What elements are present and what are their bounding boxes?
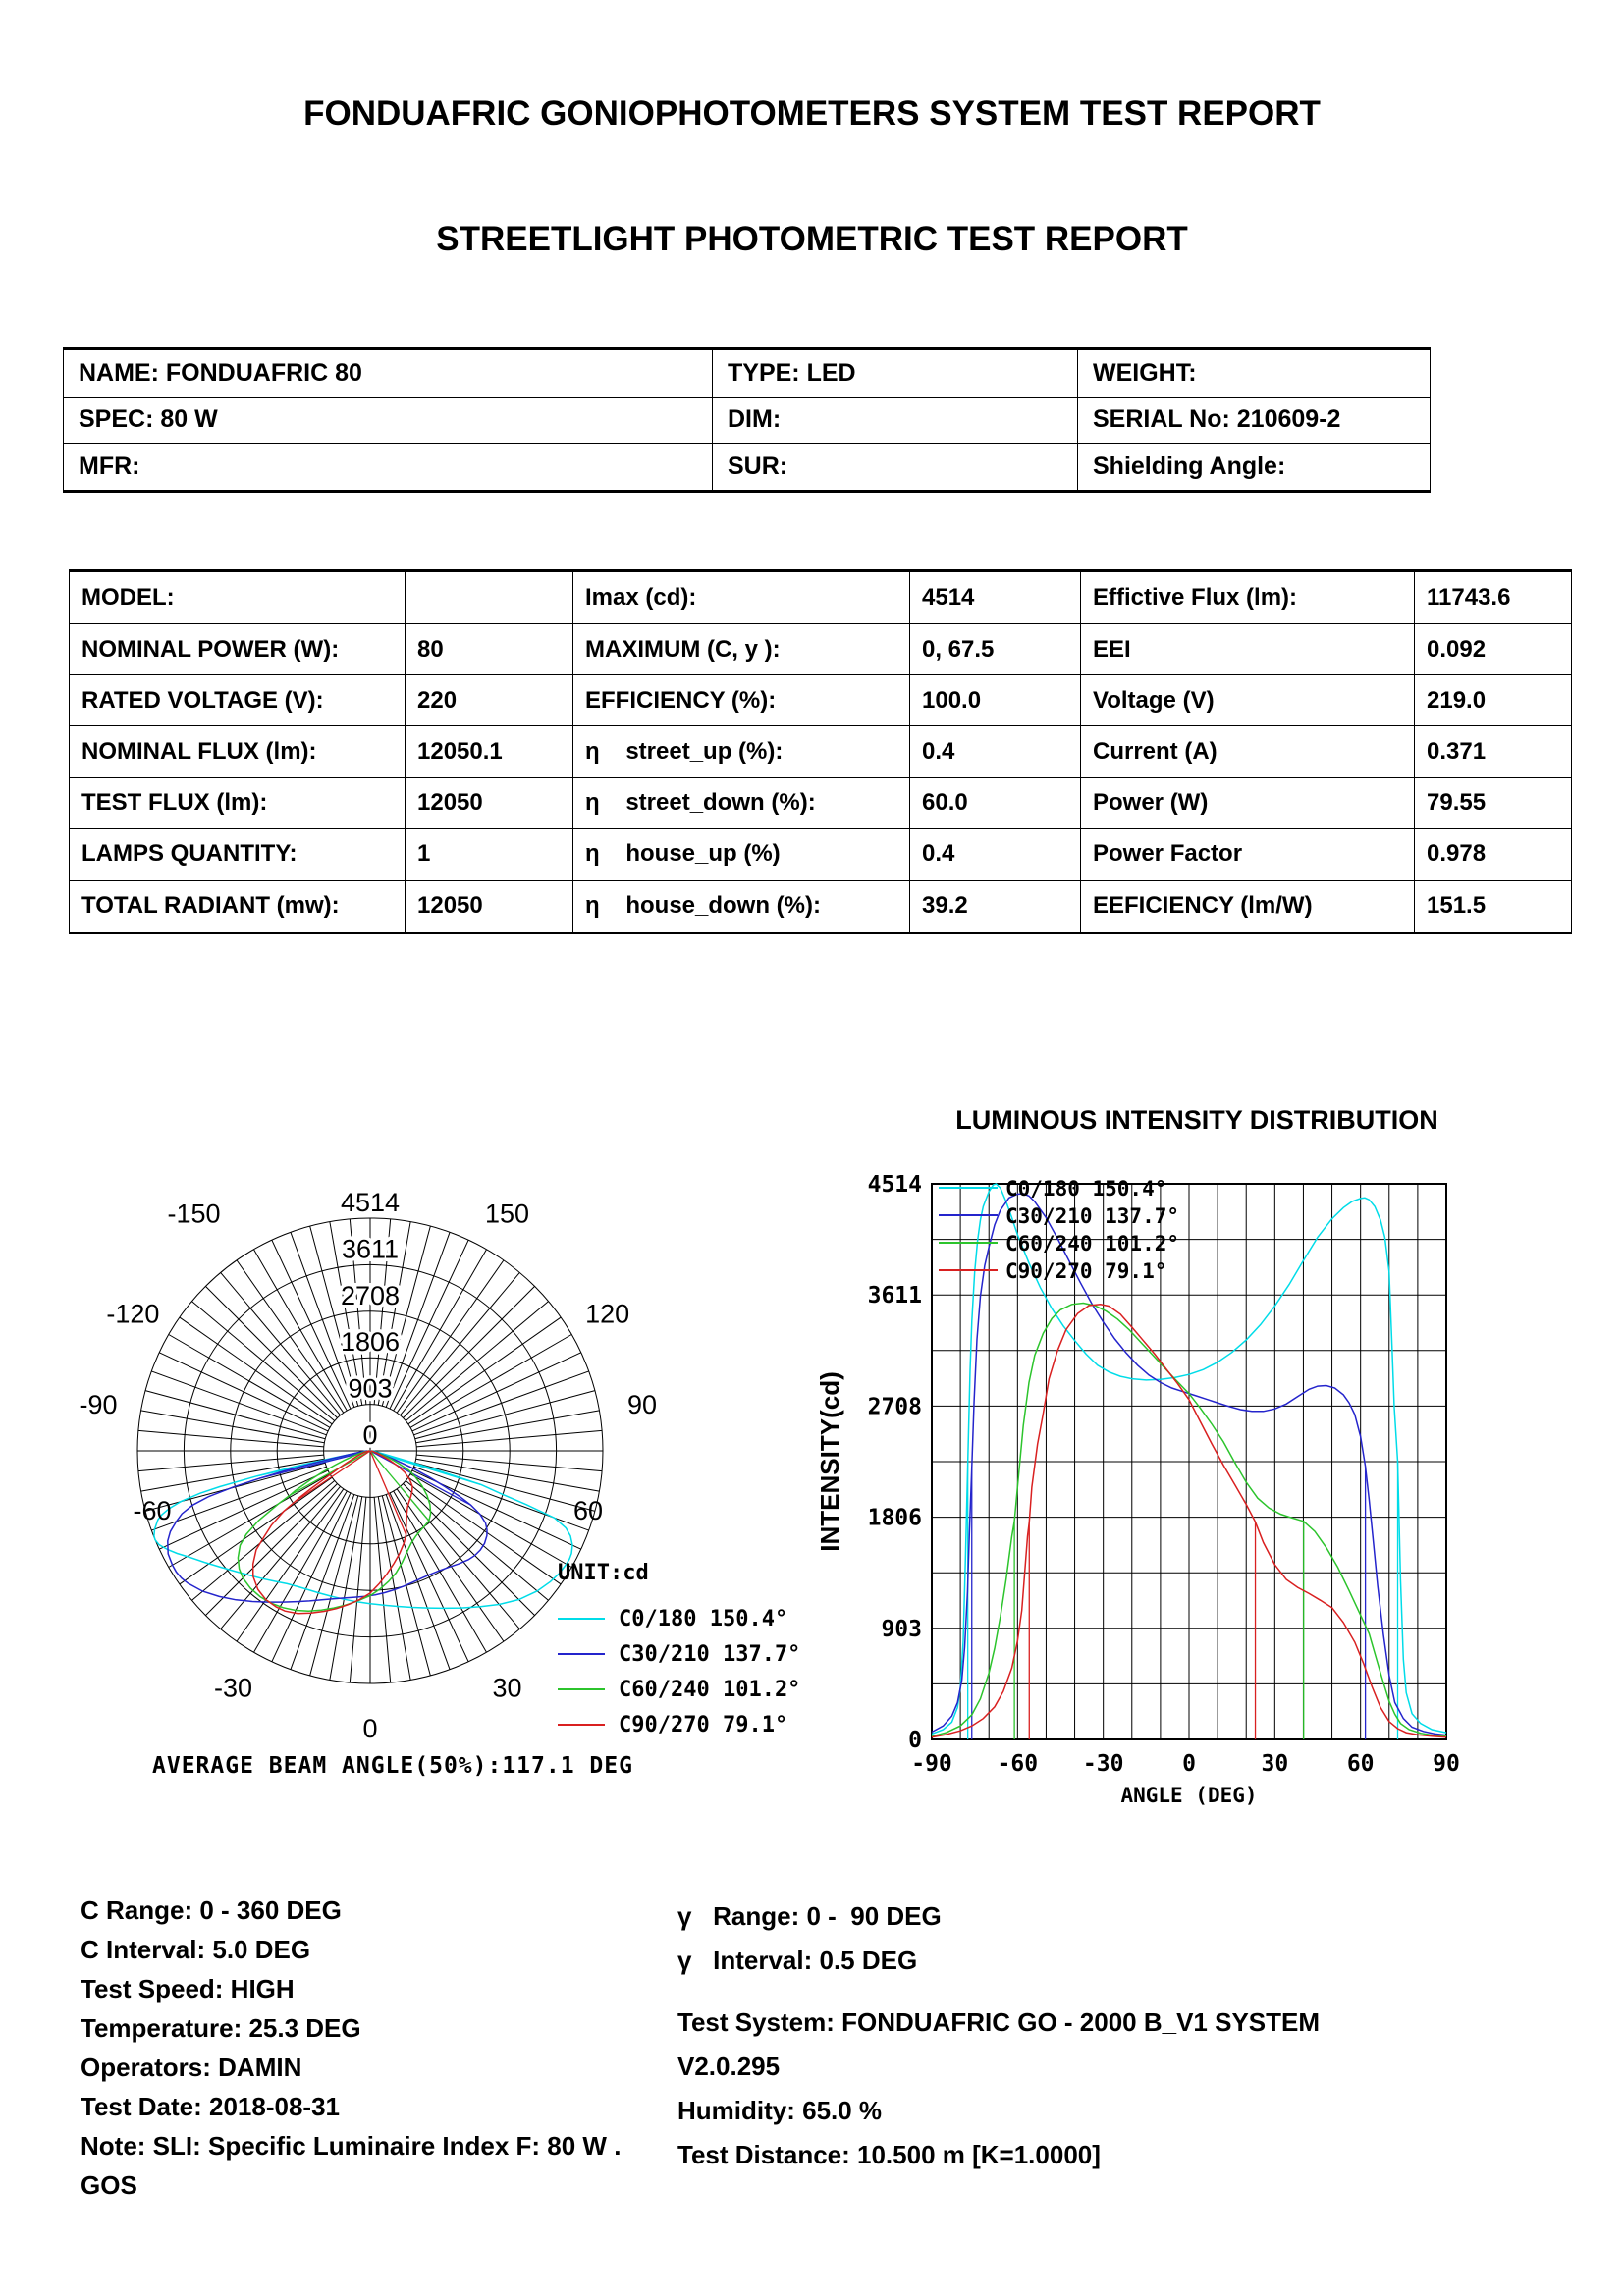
info-cell-r1-c2: SERIAL No: 210609-2 — [1078, 397, 1431, 443]
polar-legend-item-c30-210 — [558, 1636, 800, 1672]
average-beam-angle-label: AVERAGE BEAM ANGLE(50%):117.1 DEG — [152, 1753, 633, 1779]
polar-angle-label: -30 — [213, 1673, 253, 1703]
data-cell-r5-c4: Power Factor — [1081, 828, 1415, 880]
data-cell-r5-c0: LAMPS QUANTITY: — [70, 828, 406, 880]
polar-r-tick-label: 3611 — [341, 1234, 400, 1264]
info-cell-row-1 — [64, 397, 1431, 443]
polar-spoke — [415, 1391, 595, 1439]
photometric-data-table-body — [70, 571, 1572, 934]
info-cell-r0-c2: WEIGHT: — [1078, 349, 1431, 398]
data-cell-row-5 — [70, 828, 1572, 880]
x-tick-label: -30 — [1082, 1751, 1124, 1777]
info-cell-r0-c0: NAME: FONDUAFRIC 80 — [64, 349, 713, 398]
x-tick-label: -90 — [911, 1751, 952, 1777]
info-cell-r1-c0: SPEC: 80 W — [64, 397, 713, 443]
legend-line-swatch — [558, 1653, 605, 1655]
data-cell-row-1 — [70, 623, 1572, 674]
polar-spoke — [406, 1480, 548, 1600]
data-cell-r0-c0: MODEL: — [70, 571, 406, 624]
data-cell-r3-c2: η street_up (%): — [573, 726, 910, 777]
polar-spoke — [254, 1491, 348, 1652]
photometric-data-table — [69, 569, 1572, 934]
polar-spoke — [330, 1497, 362, 1681]
line-chart-title: LUMINOUS INTENSITY DISTRIBUTION — [955, 1105, 1438, 1135]
polar-spoke — [191, 1302, 334, 1421]
data-cell-row-2 — [70, 675, 1572, 726]
polar-spoke — [400, 1272, 519, 1415]
footnote-line: C Range: 0 - 360 DEG — [81, 1896, 342, 1925]
data-cell-r4-c3: 60.0 — [910, 777, 1081, 828]
polar-angle-label: 0 — [362, 1714, 378, 1743]
polar-angle-label: -120 — [106, 1299, 160, 1329]
x-tick-label: 0 — [1182, 1751, 1196, 1777]
legend-label: C0/180 150.4° — [1005, 1177, 1167, 1201]
polar-spoke — [169, 1335, 330, 1428]
data-cell-r3-c3: 0.4 — [910, 726, 1081, 777]
info-cell-row-2 — [64, 444, 1431, 492]
y-tick-label: 0 — [908, 1728, 922, 1753]
polar-spoke — [169, 1474, 330, 1568]
polar-series-c30-210-curve — [168, 1451, 487, 1602]
info-cell-row-0 — [64, 349, 1431, 398]
y-tick-label: 903 — [881, 1616, 922, 1642]
data-cell-r0-c5: 11743.6 — [1415, 571, 1572, 624]
polar-beam-marker-c30-210 — [370, 1451, 471, 1505]
x-tick-label: 90 — [1433, 1751, 1460, 1777]
data-cell-r0-c4: Effictive Flux (lm): — [1081, 571, 1415, 624]
footnote-line: Temperature: 25.3 DEG — [81, 2013, 361, 2043]
y-tick-label: 3611 — [867, 1283, 922, 1309]
polar-angle-label: -150 — [167, 1199, 221, 1229]
polar-spoke — [272, 1493, 351, 1662]
legend-label: C0/180 150.4° — [619, 1606, 788, 1631]
x-tick-label: 60 — [1346, 1751, 1375, 1777]
data-cell-r6-c3: 39.2 — [910, 881, 1081, 934]
legend-label: C30/210 137.7° — [619, 1641, 801, 1667]
data-cell-row-6 — [70, 881, 1572, 934]
polar-spoke — [416, 1411, 600, 1443]
data-cell-r0-c1 — [406, 571, 573, 624]
polar-spoke — [394, 1250, 487, 1411]
footnote-line: C Interval: 5.0 DEG — [81, 1935, 311, 1964]
footnote-line: Test Speed: HIGH — [81, 1974, 295, 2003]
legend-label: C90/270 79.1° — [619, 1712, 788, 1737]
polar-spoke — [159, 1470, 328, 1549]
data-cell-r6-c2: η house_down (%): — [573, 881, 910, 934]
x-axis-title: ANGLE (DEG) — [1120, 1784, 1258, 1807]
footnote-line: Note: SLI: Specific Luminaire Index F: 80 W . — [81, 2131, 622, 2161]
data-cell-r6-c4: EEFICIENCY (lm/W) — [1081, 881, 1415, 934]
data-cell-row-3 — [70, 726, 1572, 777]
luminous-intensity-distribution-chart — [813, 1078, 1520, 1809]
data-cell-row-0 — [70, 571, 1572, 624]
footnote-line: Test System: FONDUAFRIC GO - 2000 B_V1 SYSTEM — [677, 2007, 1321, 2037]
polar-angle-label: -60 — [133, 1496, 172, 1525]
data-cell-r1-c1: 80 — [406, 623, 573, 674]
footnote-line: V2.0.295 — [677, 2052, 781, 2081]
data-cell-r1-c3: 0, 67.5 — [910, 623, 1081, 674]
polar-r-tick-label: 903 — [348, 1373, 393, 1404]
footnote-line — [677, 1983, 1320, 2001]
test-conditions-left — [81, 1891, 621, 2205]
polar-unit-label: UNIT:cd — [558, 1561, 649, 1585]
polar-legend-item-c0-180 — [558, 1601, 800, 1636]
polar-spoke — [191, 1480, 334, 1600]
data-cell-r2-c3: 100.0 — [910, 675, 1081, 726]
polar-r-tick-label: 4514 — [340, 1188, 401, 1217]
data-cell-r2-c2: EFFICIENCY (%): — [573, 675, 910, 726]
footnote-line: Humidity: 65.0 % — [677, 2096, 883, 2125]
polar-spoke — [415, 1463, 595, 1511]
polar-beam-marker-c90-270 — [370, 1451, 406, 1534]
polar-spoke — [141, 1411, 325, 1443]
footnote-line: Operators: DAMIN — [81, 2053, 302, 2082]
legend-line-swatch — [558, 1688, 605, 1690]
polar-beam-markers — [256, 1451, 481, 1534]
polar-legend-item-c90-270 — [558, 1707, 800, 1742]
data-cell-r5-c5: 0.978 — [1415, 828, 1572, 880]
info-cell-r2-c1: SUR: — [713, 444, 1078, 492]
data-cell-r3-c4: Current (A) — [1081, 726, 1415, 777]
x-tick-label: -60 — [997, 1751, 1039, 1777]
polar-spoke — [410, 1474, 571, 1568]
luminaire-info-table — [63, 347, 1431, 493]
data-cell-r0-c2: Imax (cd): — [573, 571, 910, 624]
legend-line-swatch — [558, 1724, 605, 1726]
y-tick-label: 4514 — [867, 1172, 922, 1198]
footnote-line: γ Range: 0 - 90 DEG — [677, 1901, 942, 1931]
data-cell-r1-c2: MAXIMUM (C, y ): — [573, 623, 910, 674]
polar-r-tick-label: 0 — [362, 1420, 378, 1450]
data-cell-row-4 — [70, 777, 1572, 828]
data-cell-r5-c2: η house_up (%) — [573, 828, 910, 880]
legend-label: C90/270 79.1° — [1005, 1259, 1167, 1283]
legend-line-swatch — [558, 1618, 605, 1620]
polar-spoke — [410, 1335, 571, 1428]
data-cell-r4-c4: Power (W) — [1081, 777, 1415, 828]
legend-label: C30/210 137.7° — [1005, 1204, 1180, 1228]
polar-spoke — [310, 1496, 358, 1676]
polar-beam-marker-c30-210 — [259, 1451, 370, 1478]
y-axis-title: INTENSITY(cd) — [815, 1371, 844, 1552]
polar-spoke — [159, 1353, 328, 1431]
data-cell-r5-c3: 0.4 — [910, 828, 1081, 880]
data-cell-r1-c5: 0.092 — [1415, 623, 1572, 674]
polar-spoke — [390, 1240, 468, 1409]
polar-angle-label: 150 — [484, 1199, 530, 1229]
data-cell-r6-c0: TOTAL RADIANT (mw): — [70, 881, 406, 934]
polar-spoke — [221, 1272, 341, 1415]
data-cell-r3-c0: NOMINAL FLUX (lm): — [70, 726, 406, 777]
y-tick-label: 2708 — [867, 1394, 922, 1420]
data-cell-r1-c4: EEI — [1081, 623, 1415, 674]
data-cell-r4-c0: TEST FLUX (lm): — [70, 777, 406, 828]
polar-spoke — [406, 1302, 548, 1421]
polar-angle-label: 120 — [585, 1299, 630, 1329]
polar-legend-item-c60-240 — [558, 1672, 800, 1707]
data-cell-r2-c5: 219.0 — [1415, 675, 1572, 726]
test-conditions-right — [677, 1895, 1320, 2177]
info-cell-r0-c1: TYPE: LED — [713, 349, 1078, 398]
data-cell-r2-c1: 220 — [406, 675, 573, 726]
data-cell-r1-c0: NOMINAL POWER (W): — [70, 623, 406, 674]
polar-spoke — [145, 1391, 325, 1439]
report-main-title: FONDUAFRIC GONIOPHOTOMETERS SYSTEM TEST REPORT — [303, 94, 1321, 133]
polar-spoke — [141, 1459, 325, 1491]
polar-angle-label: 90 — [626, 1390, 658, 1419]
data-cell-r3-c5: 0.371 — [1415, 726, 1572, 777]
data-cell-r2-c0: RATED VOLTAGE (V): — [70, 675, 406, 726]
line-beam-markers — [968, 1462, 1398, 1739]
data-cell-r2-c4: Voltage (V) — [1081, 675, 1415, 726]
polar-angle-label: 60 — [572, 1496, 604, 1525]
footnote-line: Test Date: 2018-08-31 — [81, 2092, 340, 2121]
polar-angle-label: 30 — [492, 1673, 522, 1703]
polar-r-tick-label: 2708 — [340, 1280, 401, 1310]
legend-label: C60/240 101.2° — [1005, 1232, 1180, 1255]
polar-spoke — [254, 1250, 348, 1411]
info-cell-r2-c2: Shielding Angle: — [1078, 444, 1431, 492]
polar-spoke — [412, 1353, 581, 1431]
legend-label: C60/240 101.2° — [619, 1677, 801, 1702]
polar-r-tick-label: 1806 — [340, 1327, 401, 1358]
data-cell-r0-c3: 4514 — [910, 571, 1081, 624]
footnote-line: Test Distance: 10.500 m [K=1.0000] — [677, 2140, 1101, 2169]
info-cell-r1-c1: DIM: — [713, 397, 1078, 443]
footnote-line: GOS — [81, 2170, 137, 2200]
polar-spoke — [272, 1240, 351, 1409]
info-cell-r2-c0: MFR: — [64, 444, 713, 492]
data-cell-r4-c2: η street_down (%): — [573, 777, 910, 828]
luminaire-info-table-body — [64, 349, 1431, 492]
polar-legend — [558, 1561, 800, 1742]
y-tick-label: 1806 — [867, 1505, 922, 1531]
data-cell-r4-c1: 12050 — [406, 777, 573, 828]
data-cell-r6-c5: 151.5 — [1415, 881, 1572, 934]
data-cell-r6-c1: 12050 — [406, 881, 573, 934]
report-sub-title: STREETLIGHT PHOTOMETRIC TEST REPORT — [436, 220, 1188, 258]
data-cell-r5-c1: 1 — [406, 828, 573, 880]
data-cell-r3-c1: 12050.1 — [406, 726, 573, 777]
x-tick-label: 30 — [1261, 1751, 1289, 1777]
polar-beam-marker-c60-240 — [291, 1451, 370, 1495]
data-cell-r4-c5: 79.55 — [1415, 777, 1572, 828]
footnote-line: γ Interval: 0.5 DEG — [677, 1946, 918, 1975]
polar-angle-label: -90 — [79, 1390, 118, 1419]
